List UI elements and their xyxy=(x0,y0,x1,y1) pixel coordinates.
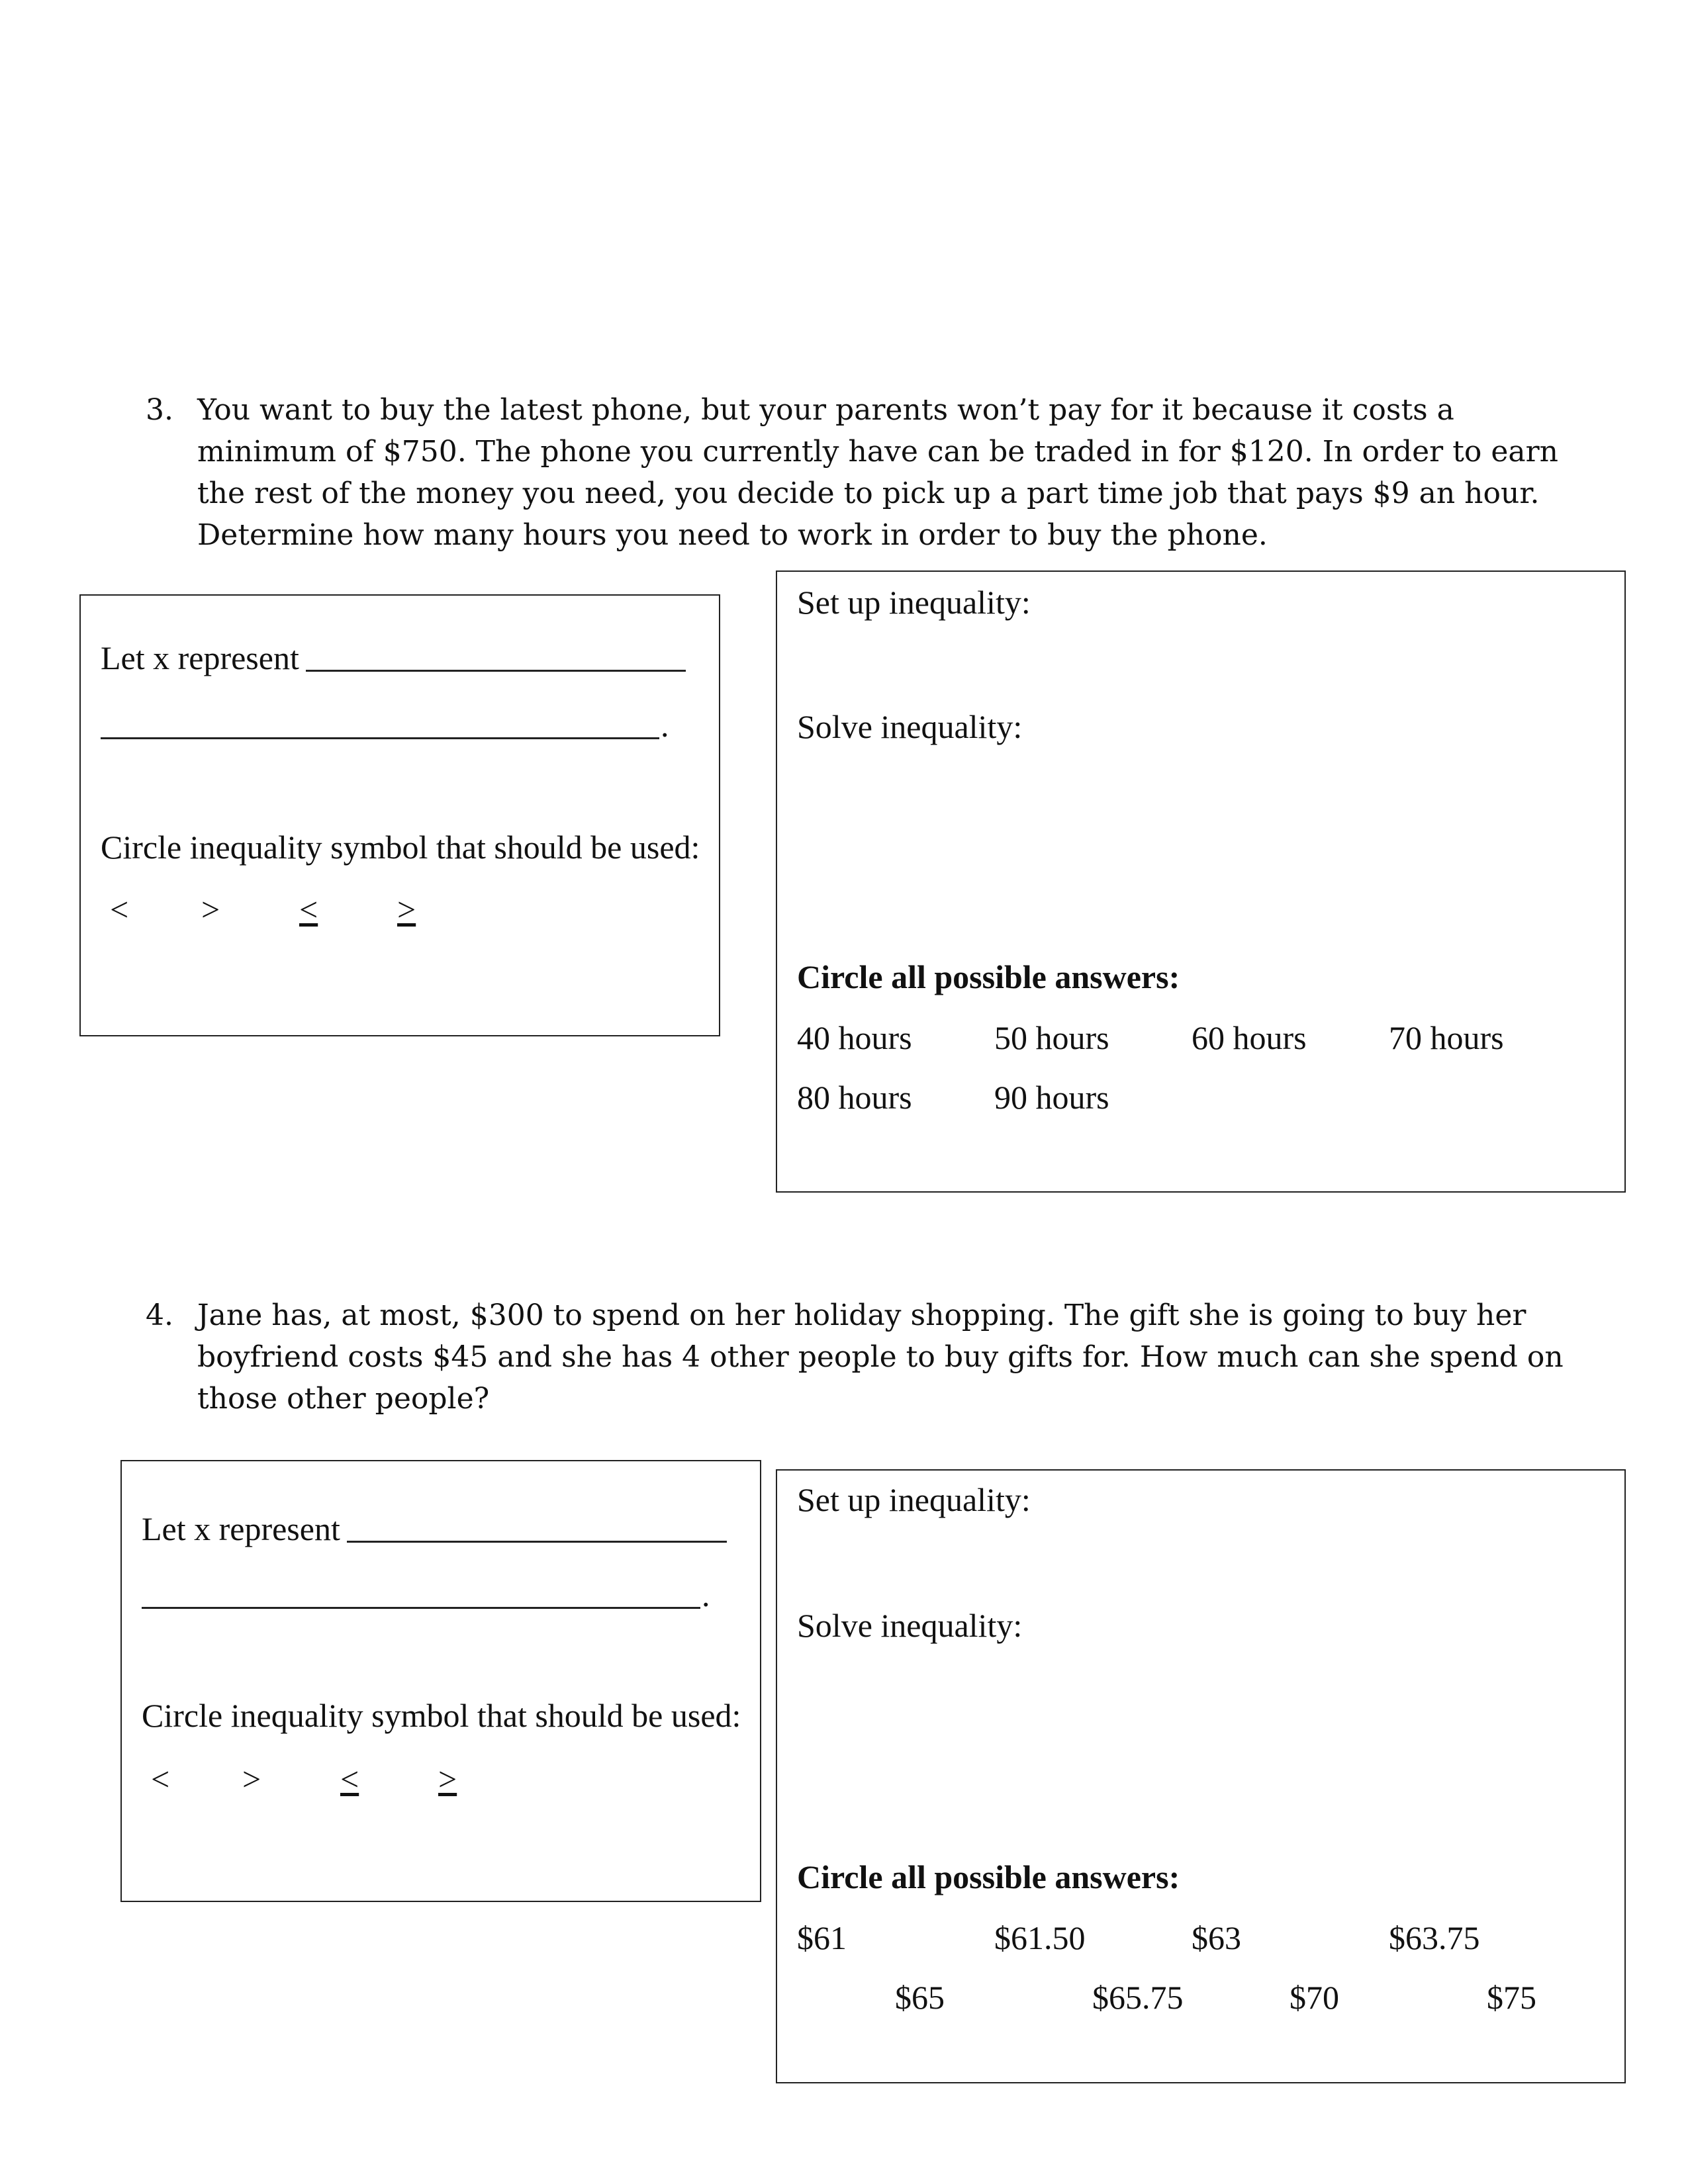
symbol-greater-or-equal[interactable]: > xyxy=(438,1760,457,1797)
symbol-less-or-equal[interactable]: < xyxy=(299,891,318,928)
answer-option[interactable]: $63 xyxy=(1192,1919,1241,1956)
symbol-less-than[interactable]: < xyxy=(110,891,129,928)
circle-answers-label: Circle all possible answers: xyxy=(797,1858,1180,1895)
let-x-answer-line-2[interactable] xyxy=(101,737,659,739)
let-x-period: . xyxy=(702,1576,710,1614)
answer-option[interactable]: 70 hours xyxy=(1389,1019,1504,1056)
solve-inequality-label: Solve inequality: xyxy=(797,1607,1023,1644)
solve-inequality-label: Solve inequality: xyxy=(797,708,1023,745)
answer-option[interactable]: $75 xyxy=(1487,1979,1536,2016)
answer-option[interactable]: 60 hours xyxy=(1192,1019,1307,1056)
problem-4-work-box xyxy=(776,1469,1626,2083)
set-up-inequality-label: Set up inequality: xyxy=(797,584,1031,621)
answer-option[interactable]: 40 hours xyxy=(797,1019,912,1056)
problem-4-number: 4. xyxy=(146,1298,173,1332)
answer-option[interactable]: 90 hours xyxy=(994,1079,1109,1116)
circle-answers-label: Circle all possible answers: xyxy=(797,958,1180,995)
problem-3 xyxy=(146,389,1582,561)
let-x-answer-line-1[interactable] xyxy=(347,1541,727,1543)
problem-3-number: 3. xyxy=(146,393,173,427)
problem-4 xyxy=(146,1295,1582,1427)
symbol-greater-or-equal[interactable]: > xyxy=(397,891,416,928)
symbol-greater-than[interactable]: > xyxy=(201,891,220,928)
answer-option[interactable]: $70 xyxy=(1289,1979,1339,2016)
answer-option[interactable]: $61.50 xyxy=(994,1919,1086,1956)
symbol-less-than[interactable]: < xyxy=(151,1760,170,1797)
problem-4-variable-box xyxy=(120,1460,761,1902)
let-x-label: Let x represent xyxy=(101,639,299,676)
set-up-inequality-label: Set up inequality: xyxy=(797,1481,1031,1518)
answer-option[interactable]: 80 hours xyxy=(797,1079,912,1116)
answer-option[interactable]: 50 hours xyxy=(994,1019,1109,1056)
answer-option[interactable]: $65.75 xyxy=(1092,1979,1184,2016)
symbol-greater-than[interactable]: > xyxy=(242,1760,261,1797)
problem-3-text: You want to buy the latest phone, but your parents won’t pay for it because it costs a minimum of $750. The phone you currently have can be traded in for $120. In order to earn the rest of the money you need, you decide to pick up a part time job that pays $9 an hour. Determine how many hours you need to work in order to buy the phone. xyxy=(197,393,1558,552)
let-x-answer-line-2[interactable] xyxy=(142,1607,700,1609)
circle-symbol-label: Circle inequality symbol that should be used: xyxy=(101,829,700,866)
problem-3-variable-box xyxy=(79,594,720,1036)
problem-3-work-box xyxy=(776,570,1626,1193)
let-x-label: Let x represent xyxy=(142,1510,340,1547)
problem-4-text: Jane has, at most, $300 to spend on her holiday shopping. The gift she is going to buy her boyfriend costs $45 and she has 4 other people to buy gifts for. How much can she spend on those other people? xyxy=(197,1298,1564,1416)
symbol-less-or-equal[interactable]: < xyxy=(340,1760,359,1797)
let-x-period: . xyxy=(661,707,669,744)
answer-option[interactable]: $61 xyxy=(797,1919,847,1956)
let-x-answer-line-1[interactable] xyxy=(306,670,686,672)
answer-option[interactable]: $63.75 xyxy=(1389,1919,1480,1956)
circle-symbol-label: Circle inequality symbol that should be used: xyxy=(142,1697,741,1734)
answer-option[interactable]: $65 xyxy=(895,1979,945,2016)
